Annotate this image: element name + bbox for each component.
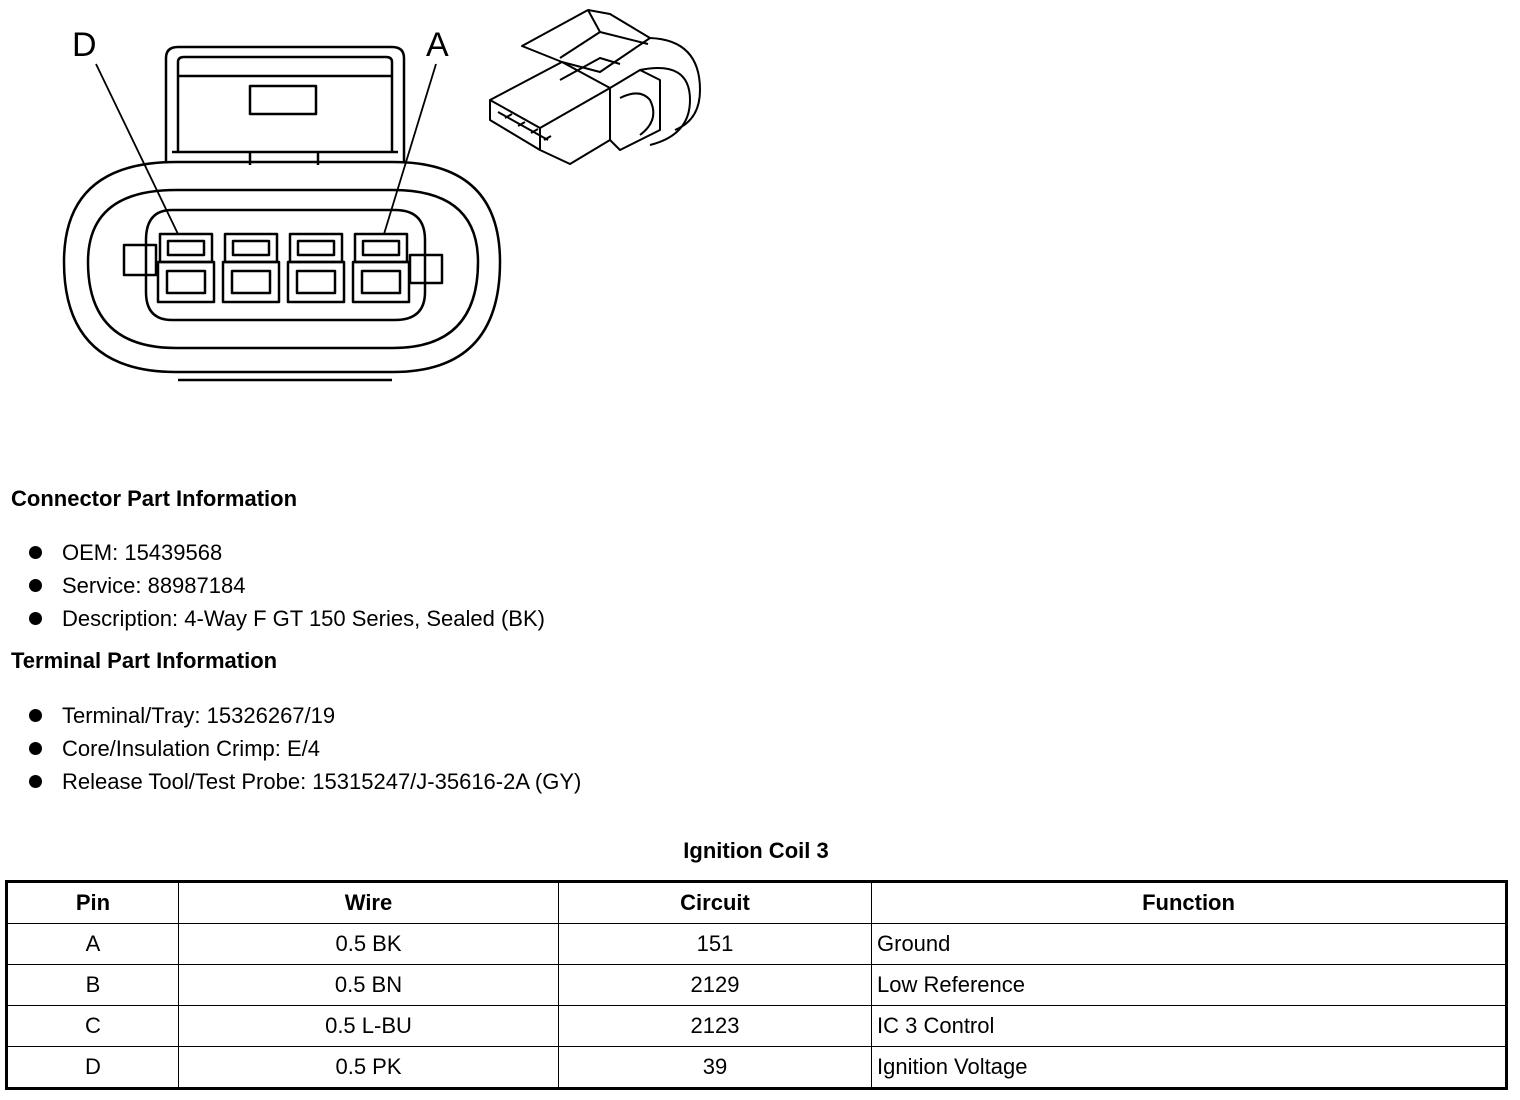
cell-function: Ignition Voltage — [872, 1047, 1507, 1089]
cavity-d — [158, 234, 214, 302]
crimp-spec: Core/Insulation Crimp: E/4 — [62, 736, 320, 761]
connector-info-list — [0, 536, 545, 635]
pin-label-a: A — [426, 26, 449, 64]
cell-pin: D — [7, 1047, 179, 1089]
pin-label-d: D — [72, 26, 97, 64]
cell-wire: 0.5 PK — [179, 1047, 559, 1089]
list-item — [0, 536, 545, 569]
table-row — [7, 965, 1507, 1006]
cell-function: Ground — [872, 924, 1507, 965]
oem-number: OEM: 15439568 — [62, 540, 223, 565]
bullet-icon — [29, 775, 42, 788]
connector-info-heading: Connector Part Information — [11, 486, 298, 511]
connector-housing — [64, 162, 500, 380]
bullet-icon — [29, 612, 42, 625]
table-header-row — [7, 882, 1507, 924]
header-circuit: Circuit — [559, 882, 872, 924]
list-item — [0, 699, 581, 732]
cell-circuit: 2129 — [559, 965, 872, 1006]
list-item — [0, 765, 581, 798]
list-item — [0, 569, 545, 602]
table-row — [7, 1047, 1507, 1089]
header-function: Function — [872, 882, 1507, 924]
terminal-cavities — [158, 234, 409, 302]
cavity-a — [353, 234, 409, 302]
cell-pin: C — [7, 1006, 179, 1047]
header-pin: Pin — [7, 882, 179, 924]
connector-latch — [166, 47, 404, 165]
cell-function: IC 3 Control — [872, 1006, 1507, 1047]
table-row — [7, 1006, 1507, 1047]
cavity-c — [223, 234, 279, 302]
cell-pin: B — [7, 965, 179, 1006]
pinout-table — [5, 880, 1508, 1090]
cell-pin: A — [7, 924, 179, 965]
terminal-info-list — [0, 699, 581, 798]
bullet-icon — [29, 709, 42, 722]
cell-circuit: 2123 — [559, 1006, 872, 1047]
list-item — [0, 732, 581, 765]
bullet-icon — [29, 546, 42, 559]
cell-wire: 0.5 BK — [179, 924, 559, 965]
table-row — [7, 924, 1507, 965]
terminal-tray: Terminal/Tray: 15326267/19 — [62, 703, 336, 728]
bullet-icon — [29, 742, 42, 755]
service-number: Service: 88987184 — [62, 573, 246, 598]
header-wire: Wire — [179, 882, 559, 924]
table-title: Ignition Coil 3 — [683, 838, 829, 863]
cavity-b — [288, 234, 344, 302]
connector-3d-sketch — [490, 10, 700, 164]
cell-circuit: 39 — [559, 1047, 872, 1089]
list-item — [0, 602, 545, 635]
cell-function: Low Reference — [872, 965, 1507, 1006]
connector-description: Description: 4-Way F GT 150 Series, Sealed (BK) — [62, 606, 545, 631]
release-tool: Release Tool/Test Probe: 15315247/J-35616-2A (GY) — [62, 769, 582, 794]
connector-diagram — [0, 0, 760, 400]
cell-circuit: 151 — [559, 924, 872, 965]
cell-wire: 0.5 L-BU — [179, 1006, 559, 1047]
bullet-icon — [29, 579, 42, 592]
cell-wire: 0.5 BN — [179, 965, 559, 1006]
terminal-info-heading: Terminal Part Information — [11, 648, 278, 673]
